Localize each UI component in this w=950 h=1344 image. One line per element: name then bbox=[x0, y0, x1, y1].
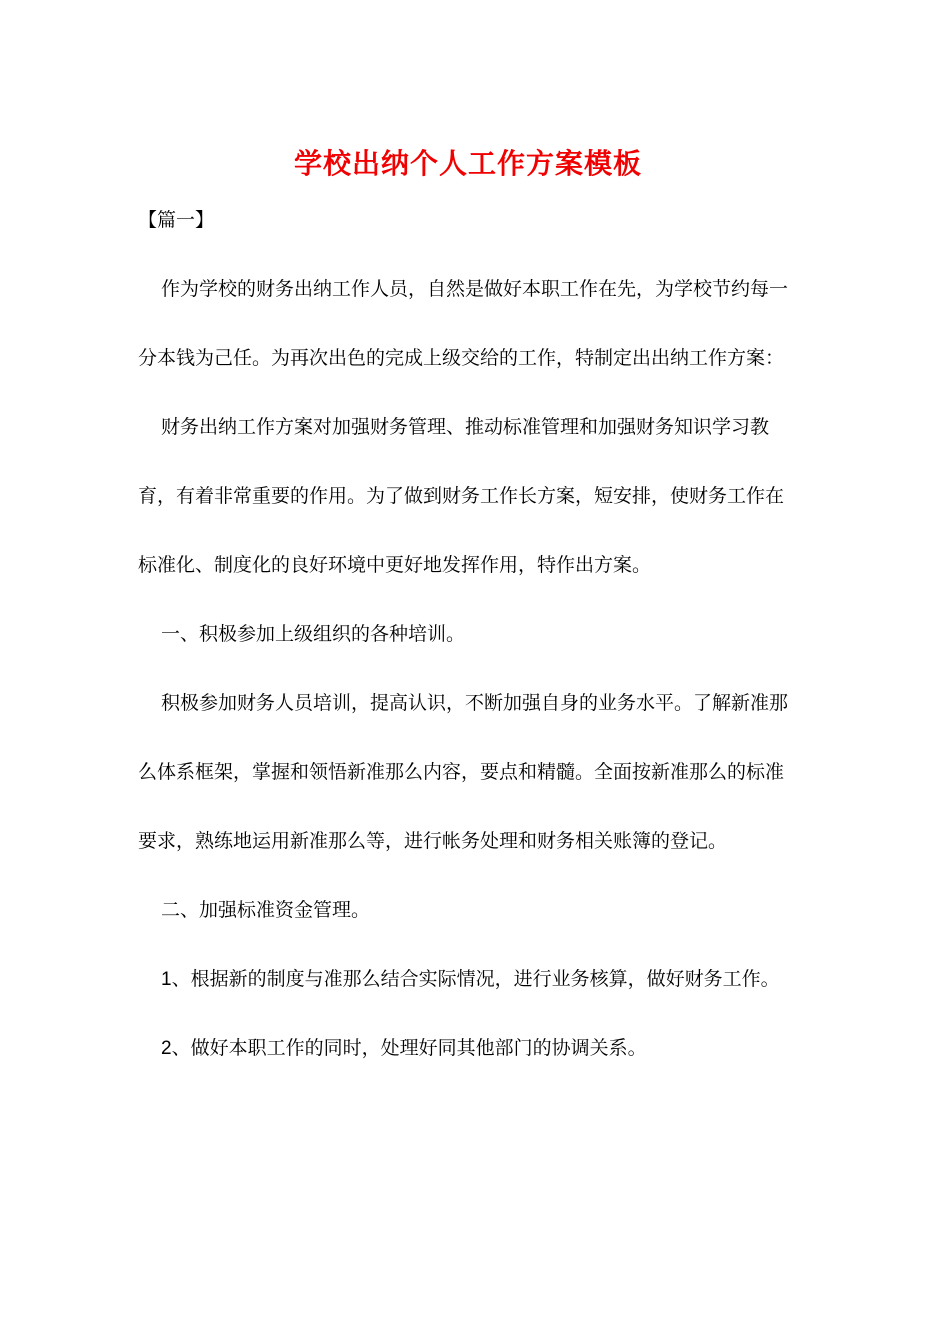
paragraph: 一、积极参加上级组织的各种培训。 bbox=[161, 624, 466, 645]
paragraph: 作为学校的财务出纳工作人员，自然是做好本职工作在先，为学校节约每一分本钱为己任。为再次出色的完成上级交给的工作，特制定出出纳工作方案： bbox=[138, 279, 789, 369]
paragraph: 2、做好本职工作的同时，处理好同其他部门的协调关系。 bbox=[161, 1038, 647, 1059]
section-marker: 【篇一】 bbox=[138, 210, 215, 231]
paragraph: 积极参加财务人员培训，提高认识，不断加强自身的业务水平。了解新准那么体系框架，掌握和领悟新准那么内容，要点和精髓。全面按新准那么的标准要求，熟练地运用新准那么等，进行帐务处理和财务相关账簿的登记。 bbox=[138, 693, 789, 852]
document-title: 学校出纳个人工作方案模板 bbox=[293, 148, 642, 179]
paragraph: 1、根据新的制度与准那么结合实际情况，进行业务核算，做好财务工作。 bbox=[161, 969, 780, 990]
paragraph: 财务出纳工作方案对加强财务管理、推动标准管理和加强财务知识学习教育，有着非常重要的作用。为了做到财务工作长方案，短安排，使财务工作在标准化、制度化的良好环境中更好地发挥作用，特作出方案。 bbox=[138, 417, 785, 576]
paragraph: 二、加强标准资金管理。 bbox=[161, 900, 371, 921]
document-body bbox=[138, 186, 798, 1083]
